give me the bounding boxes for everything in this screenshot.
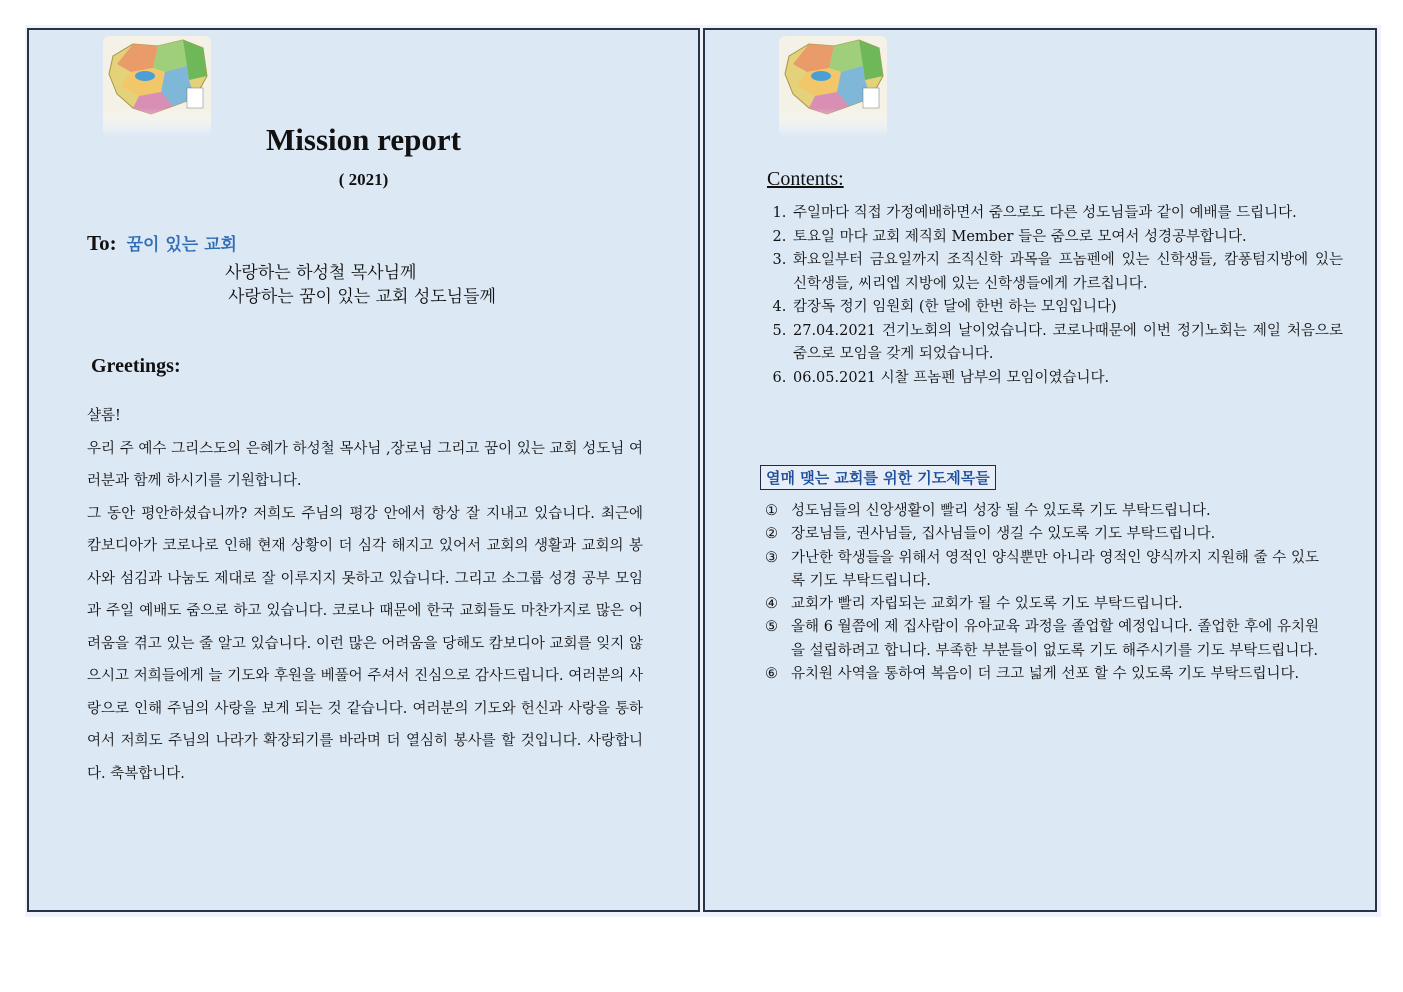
- prayer-number: ②: [765, 526, 778, 543]
- list-item: 3. 화요일부터 금요일까지 조직신학 과목을 프놈펜에 있는 신학생들, 캄퐁텀지방에 있는 신학생들, 씨리엡 지방에 있는 신학생들에게 가르칩니다.: [791, 249, 1343, 296]
- address-line-members: 사랑하는 꿈이 있는 교회 성도님들께: [228, 287, 496, 307]
- prayer-number: ⑤: [765, 619, 778, 636]
- list-item: [765, 500, 1319, 523]
- cambodia-map-icon: [103, 36, 211, 136]
- document-title: Mission report: [266, 122, 461, 157]
- list-item: 4. 캄장독 정기 임원회 (한 달에 한번 하는 모임입니다): [791, 296, 1343, 320]
- list-item: [765, 593, 1319, 616]
- prayer-requests-heading: 열매 맺는 교회를 위한 기도제목들: [760, 465, 996, 490]
- address-line-pastor: 사랑하는 하성철 목사님께: [225, 263, 417, 283]
- list-item: [765, 547, 1319, 594]
- greetings-heading: Greetings:: [91, 355, 181, 377]
- list-item: [765, 523, 1319, 546]
- prayer-text: 유치원 사역을 통하여 복음이 더 크고 넓게 선포 할 수 있도록 기도 부탁드립니다.: [791, 666, 1300, 683]
- prayer-number: ①: [765, 503, 778, 519]
- greeting-paragraph: 그 동안 평안하셨습니까? 저희도 주님의 평강 안에서 항상 잘 지내고 있습니다. 최근에 캄보디아가 코로나로 인해 현재 상황이 더 심각 해지고 있어서 교회의 생활과 교회의 봉사와 섬김과 나눔도 제대로 잘 이루지지 못하고 있습니다. 그리고 소그룹 성경 공부 모임과 주일 예배도 줌으로 하고 있습니다. 코로나 때문에 한국 교회들도 마찬가지로 많은 어려움을 겪고 있는 줄 알고 있습니다. 이런 많은 어려움을 당해도 캄보디아 교회를 잊지 않으시고 저희들에게 늘 기도와 후원을 베풀어 주셔서 진심으로 감사드립니다. 여러분의 사랑으로 인해 주님의 사랑을 보게 되는 것 같습니다. 여러분의 기도와 헌신과 사랑을 통하여서 저희도 주님의 나라가 확장되기를 바라며 더 열심히 봉사를 할 것입니다. 사랑합니다. 축복합니다.: [87, 505, 643, 782]
- prayer-text: 교회가 빨리 자립되는 교회가 될 수 있도록 기도 부탁드립니다.: [791, 596, 1183, 613]
- prayer-text: 성도님들의 신앙생활이 빨리 성장 될 수 있도록 기도 부탁드립니다.: [791, 503, 1211, 519]
- prayer-text: 올해 6 월쯤에 제 집사람이 유아교육 과정을 졸업할 예정입니다. 졸업한 후에 유치원을 설립하려고 합니다. 부족한 부분들이 없도록 기도 해주시기를 기도 부탁드립니다.: [791, 619, 1319, 659]
- greetings-body: [87, 400, 643, 790]
- prayer-number: ④: [765, 596, 778, 613]
- contents-heading: Contents:: [767, 168, 844, 190]
- greeting-paragraph: 샬롬!: [87, 408, 121, 424]
- list-item: 2. 토요일 마다 교회 제직회 Member 들은 줌으로 모여서 성경공부합니다.: [791, 226, 1343, 250]
- prayer-number: ③: [765, 549, 778, 566]
- prayer-text: 가난한 학생들을 위해서 영적인 양식뿐만 아니라 영적인 양식까지 지원해 줄 수 있도록 기도 부탁드립니다.: [791, 549, 1319, 589]
- to-label: To:: [87, 231, 117, 255]
- document-year: ( 2021): [338, 170, 389, 189]
- list-item: 6. 06.05.2021 시찰 프놈펜 남부의 모임이였습니다.: [791, 367, 1343, 391]
- prayer-text: 장로님들, 권사님들, 집사님들이 생길 수 있도록 기도 부탁드립니다.: [791, 526, 1216, 543]
- greeting-paragraph: 우리 주 예수 그리스도의 은혜가 하성철 목사님 ,장로님 그리고 꿈이 있는 교회 성도님 여러분과 함께 하시기를 기원합니다.: [87, 440, 643, 489]
- recipient-line: [87, 230, 237, 256]
- prayer-number: ⑥: [765, 666, 778, 683]
- church-name: 꿈이 있는 교회: [126, 235, 237, 255]
- prayer-requests-list: [765, 500, 1319, 686]
- list-item: 1. 주일마다 직접 가정예배하면서 줌으로도 다른 성도님들과 같이 예배를 드립니다.: [791, 202, 1343, 226]
- list-item: [765, 663, 1319, 686]
- right-panel: [703, 28, 1377, 912]
- contents-list: [767, 202, 1343, 390]
- cambodia-map-icon: [779, 36, 887, 136]
- list-item: 5. 27.04.2021 건기노회의 날이었습니다. 코로나때문에 이번 정기노회는 제일 처음으로 줌으로 모임을 갖게 되었습니다.: [791, 320, 1343, 367]
- left-panel: [27, 28, 700, 912]
- list-item: [765, 616, 1319, 663]
